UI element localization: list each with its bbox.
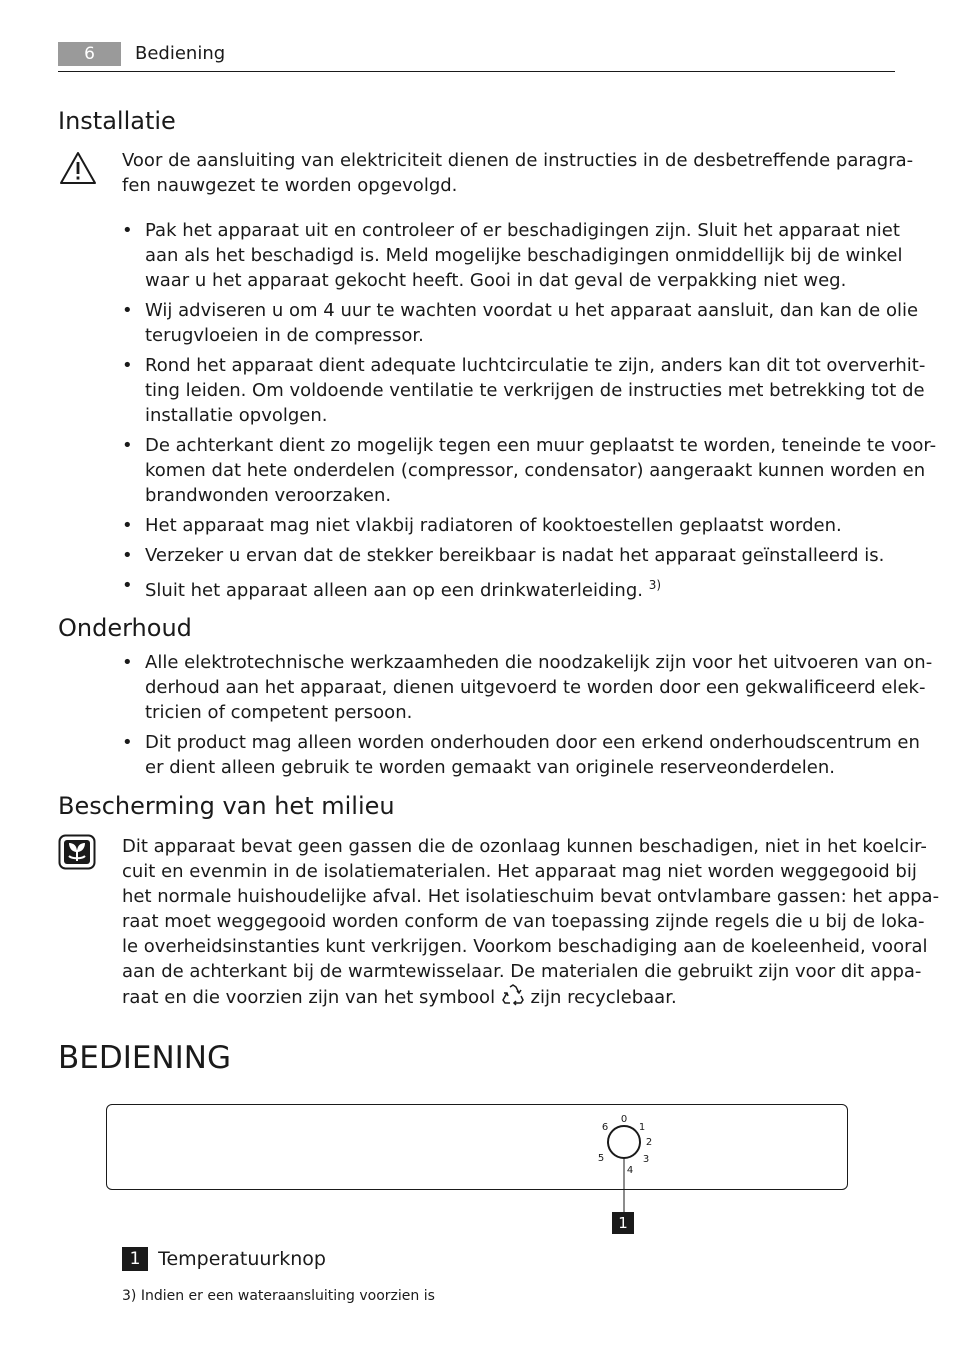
text-line: ting leiden. Om voldoende ventilatie te verkrijgen de instructies met betrekking tot de — [145, 380, 925, 401]
text-line: De achterkant dient zo mogelijk tegen een muur geplaatst te worden, teneinde te voor- — [145, 435, 937, 456]
text-line: er dient alleen gebruik te worden gemaakt van originele reserveonderdelen. — [145, 757, 835, 778]
milieu-text — [122, 834, 939, 1010]
installatie-bullet-list — [122, 218, 936, 608]
section-title-bediening: BEDIENING — [58, 1040, 231, 1076]
legend-number: 1 — [122, 1247, 148, 1271]
text-line: Alle elektrotechnische werkzaamheden die noodzakelijk zijn voor het uitvoeren van on- — [145, 652, 933, 673]
callout-number: 1 — [612, 1212, 634, 1234]
text-line: Dit product mag alleen worden onderhouden door een erkend onderhoudscentrum en — [145, 732, 920, 753]
dial-number-6: 6 — [601, 1122, 609, 1133]
legend-label: Temperatuurknop — [158, 1248, 326, 1270]
list-item: • De achterkant dient zo mogelijk tegen een muur geplaatst te worden, teneinde te voor- komen dat hete onderdelen (compressor, condensator) aangeraakt kunnen worden en brandwonden veroorzaken. — [122, 435, 937, 506]
text-line: installatie opvolgen. — [145, 405, 328, 426]
text-line: aan de achterkant bij de warmtewisselaar. De materialen die gebruikt zijn voor dit appa- — [122, 961, 922, 982]
text-line: Rond het apparaat dient adequate luchtcirculatie te zijn, anders kan dit tot oververhit- — [145, 355, 926, 376]
text-line: raat en die voorzien zijn van het symbool — [122, 987, 496, 1008]
onderhoud-bullet-list — [122, 650, 932, 785]
list-item: • Het apparaat mag niet vlakbij radiatoren of kooktoestellen geplaatst worden. — [122, 513, 936, 538]
text-line: waar u het apparaat gekocht heeft. Gooi in dat geval de verpakking niet weg. — [145, 270, 847, 291]
text-line: zijn recyclebaar. — [530, 987, 677, 1008]
text-line: Wij adviseren u om 4 uur te wachten voordat u het apparaat aansluit, dan kan de olie — [145, 300, 919, 321]
page-header — [58, 42, 895, 72]
text-line: cuit en evenmin in de isolatiematerialen. Het apparaat mag niet worden weggegooid bij — [122, 861, 917, 882]
warning-triangle-icon — [58, 150, 98, 186]
text-line: Verzeker u ervan dat de stekker bereikbaar is nadat het apparaat geïnstalleerd is. — [145, 545, 885, 566]
text-line: fen nauwgezet te worden opgevolgd. — [122, 175, 458, 196]
text-line: terugvloeien in de compressor. — [145, 325, 424, 346]
dial-number-3: 3 — [642, 1154, 650, 1165]
text-line: derhoud aan het apparaat, dienen uitgevoerd te worden door een gekwalificeerd elek- — [145, 677, 926, 698]
dial-number-4: 4 — [626, 1165, 634, 1176]
text-line: Het apparaat mag niet vlakbij radiatoren of kooktoestellen geplaatst worden. — [145, 515, 842, 536]
running-title: Bediening — [135, 43, 226, 64]
heading-onderhoud: Onderhoud — [58, 614, 192, 642]
dial-number-0: 0 — [620, 1114, 628, 1125]
text-line: Dit apparaat bevat geen gassen die de ozonlaag kunnen beschadigen, niet in het koelcir- — [122, 836, 927, 857]
list-item: • Verzeker u ervan dat de stekker bereikbaar is nadat het apparaat geïnstalleerd is. — [122, 543, 936, 568]
dial-number-5: 5 — [597, 1153, 605, 1164]
list-item: • Sluit het apparaat alleen aan op een drinkwaterleiding. $^{3)}$ — [122, 575, 662, 601]
environment-leaf-icon — [58, 834, 96, 870]
page-number: 6 — [58, 42, 121, 66]
text-line: het normale huishoudelijke afval. Het isolatieschuim bevat ontvlambare gassen: het appa- — [122, 886, 940, 907]
list-item: • Wij adviseren u om 4 uur te wachten voordat u het apparaat aansluit, dan kan de olie terugvloeien in de compressor. — [122, 298, 936, 348]
legend-item — [122, 1247, 326, 1273]
recycle-icon — [501, 984, 525, 1006]
heading-installatie: Installatie — [58, 107, 176, 135]
dial-number-2: 2 — [645, 1137, 653, 1148]
footnote-ref: 3) — [648, 578, 662, 592]
list-item: • Alle elektrotechnische werkzaamheden die noodzakelijk zijn voor het uitvoeren van on- derhoud aan het apparaat, dienen uitgevoerd te worden door een gekwalificeerd elek- tricien of competent persoon. — [122, 652, 933, 723]
text-line: le overheidsinstanties kunt verkrijgen. Voorkom beschadiging aan de koeleenheid, vooral — [122, 936, 928, 957]
text-line: Pak het apparaat uit en controleer of er beschadigingen zijn. Sluit het apparaat niet — [145, 220, 900, 241]
list-item: • Rond het apparaat dient adequate luchtcirculatie te zijn, anders kan dit tot oververhit- ting leiden. Om voldoende ventilatie te verkrijgen de instructies met betrekking tot de installatie opvolgen. — [122, 353, 936, 428]
text-line: brandwonden veroorzaken. — [145, 485, 392, 506]
dial-number-1: 1 — [638, 1122, 646, 1133]
text-line: raat moet weggegooid worden conform de van toepassing zijnde regels die u bij de loka- — [122, 911, 925, 932]
list-item: • Pak het apparaat uit en controleer of er beschadigingen zijn. Sluit het apparaat niet aan als het beschadigd is. Meld mogelijke beschadigingen onmiddellijk bij de winkel waar u het apparaat gekocht heeft. Gooi in dat geval de verpakking niet weg. — [122, 218, 936, 293]
text-line: komen dat hete onderdelen (compressor, condensator) aangeraakt kunnen worden en — [145, 460, 926, 481]
footnote: 3) Indien er een wateraansluiting voorzien is — [122, 1288, 435, 1304]
text-line: Sluit het apparaat alleen aan op een drinkwaterleiding. — [145, 580, 643, 601]
list-item: • Dit product mag alleen worden onderhouden door een erkend onderhoudscentrum en er dient alleen gebruik te worden gemaakt van originele reserveonderdelen. — [122, 730, 932, 780]
text-line: tricien of competent persoon. — [145, 702, 413, 723]
text-line: aan als het beschadigd is. Meld mogelijke beschadigingen onmiddellijk bij de winkel — [145, 245, 903, 266]
text-line: Voor de aansluiting van elektriciteit dienen de instructies in de desbetreffende paragra- — [122, 150, 914, 171]
installatie-warning-text — [122, 148, 913, 198]
control-panel-illustration — [106, 1104, 848, 1190]
heading-milieu: Bescherming van het milieu — [58, 792, 395, 820]
